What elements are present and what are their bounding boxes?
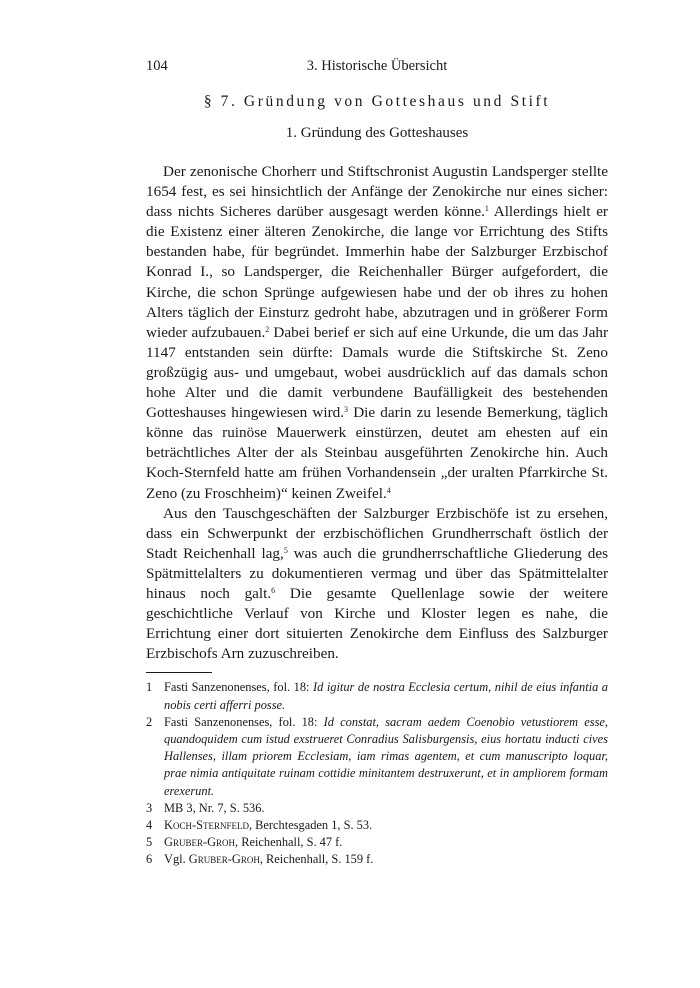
- subsection-heading: 1. Gründung des Gotteshauses: [285, 125, 469, 141]
- running-head: [146, 58, 608, 80]
- small-caps-segment: Gruber-Groh: [164, 835, 236, 850]
- text-segment: , Berchtesgaden 1, S. 53.: [248, 817, 373, 832]
- italic-segment: Id constat, sacram aedem Coenobio vetustiorem esse, quandoquidem cum istud exstrueret Conradius Salisburgensis, eius hortatu inducti cives Hallenses, illam priorem Ecclesiam, iam rimas agentem, et cum manuscripto loquar, prae nimia antiquitate ruinam cottidie minitantem destruxerunt, et in ampliorem formam erexerunt.: [164, 714, 609, 798]
- text-segment: , Reichenhall, S. 159 f.: [259, 852, 374, 867]
- footnote-number: 2: [146, 714, 153, 729]
- text-segment: was auch die grundherrschaftliche Gliederung des Spätmittelalters zu dokumentieren vermag und über das Spätmittelalter hinaus noch galt.: [146, 544, 608, 602]
- text-segment: Die darin zu lesende Bemerkung, täglich könne das ruinöse Mauerwerk einstürzen, deutet am ehesten auf ein beträchtliches Alter der als Steinbau ausgeführten Zenokirche hin. Auch Koch-Sternfeld hatte am frühen Vorhandensein „der uralten Pfarrkirche St. Zeno (zu Froschheim)“ keinen Zweifel.: [146, 404, 608, 502]
- footnote-number: 1: [146, 680, 153, 695]
- text-segment: Fasti Sanzenonenses, fol. 18:: [164, 680, 313, 695]
- footnote-text: [164, 852, 373, 866]
- footnote-number: 5: [146, 835, 153, 850]
- footnote-text: [164, 818, 372, 832]
- footnotes: [146, 679, 608, 868]
- page-number: 104: [146, 58, 168, 74]
- text-segment: MB 3, Nr. 7, S. 536.: [164, 800, 265, 815]
- footnote-text: [164, 715, 608, 798]
- text-segment: Die gesamte Quellenlage sowie der weitere geschichtliche Verlauf von Kirche und Kloster legen es nahe, die Errichtung einer dort situierten Zenokirche dem Einfluss des Salzburger Erzbischofs Arn zuzuschreiben.: [146, 584, 608, 663]
- footnote-rule: [146, 672, 212, 673]
- footnote-number: 6: [146, 852, 153, 867]
- paragraph: [146, 162, 608, 504]
- text-segment: , Reichenhall, S. 47 f.: [235, 835, 343, 850]
- footnote-reference: 6: [271, 585, 276, 595]
- footnote: [146, 817, 608, 834]
- footnote-reference: 3: [344, 405, 349, 415]
- footnote-reference: 1: [484, 204, 489, 214]
- text-segment: Fasti Sanzenonenses, fol. 18:: [164, 714, 324, 729]
- section-heading: § 7. Gründung von Gotteshaus und Stift: [203, 93, 551, 110]
- running-title: 3. Historische Übersicht: [306, 58, 448, 74]
- footnote-number: 3: [146, 800, 153, 815]
- text-segment: Allerdings hielt er die Existenz einer älteren Zenokirche, die lange vor Errichtung des Stifts bestanden habe, für begründet. Immerhin habe der Salzburger Erzbischof Konrad I., so Landsperger, die Reichenhaller Bürger aufgefordert, die Kirche, die schon Sprünge aufgewiesen habe und der ob ihres zu hohen Alters täglich der Einsturz gedroht habe, abzutragen und in größerer Form wieder aufzubauen.: [146, 203, 608, 341]
- book-page: [146, 58, 608, 869]
- footnote-number: 4: [146, 817, 153, 832]
- text-segment: Der zenonische Chorherr und Stiftschronist Augustin Landsperger stellte 1654 fest, es sei hinsichtlich der Anfänge der Zenokirche nur eines sicher: dass nichts Sicheres darüber ausgesagt werden könne.: [146, 163, 608, 221]
- footnote: [146, 714, 608, 800]
- footnote: [146, 800, 608, 817]
- footnote-reference: 4: [386, 485, 391, 495]
- footnote: [146, 834, 608, 851]
- footnote: [146, 851, 608, 868]
- small-caps-segment: Gruber-Groh: [188, 852, 260, 867]
- footnote-text: [164, 801, 265, 815]
- paragraph: [146, 504, 608, 665]
- footnote: [146, 679, 608, 713]
- footnote-text: [164, 835, 342, 849]
- small-caps-segment: Koch-Sternfeld: [164, 817, 249, 832]
- text-segment: Aus den Tauschgeschäften der Salzburger Erzbischöfe ist zu ersehen, dass ein Schwerpunkt der erzbischöflichen Grundherrschaft östlich der Stadt Reichenhall lag,: [146, 504, 608, 562]
- text-segment: Dabei berief er sich auf eine Urkunde, die um das Jahr 1147 entstanden sein dürfte: Damals wurde die Stiftskirche St. Zeno großzügig aus- und umgebaut, wobei ausdrücklich auf das damals schon hohe Alter und die damit verbundene Baufälligkeit des bestehenden Gotteshauses hingewiesen wird.: [146, 323, 608, 422]
- footnote-text: [164, 680, 608, 711]
- footnote-reference: 2: [265, 324, 270, 334]
- text-segment: Vgl.: [164, 852, 189, 867]
- italic-segment: Id igitur de nostra Ecclesia certum, nihil de eius infantia a nobis certi afferri posse.: [164, 680, 608, 712]
- body-text: [146, 162, 608, 664]
- footnote-reference: 5: [283, 545, 288, 555]
